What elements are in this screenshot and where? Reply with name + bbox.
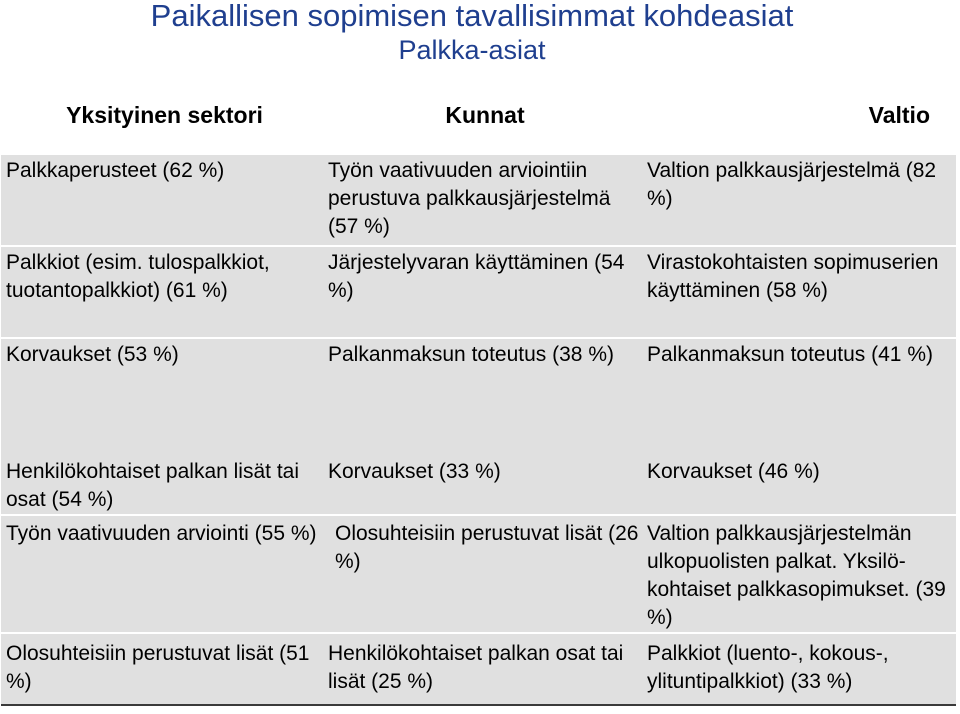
column-header-state: Valtio [642,93,956,152]
table-cell: Palkkiot (esim. tulospalkkiot, tuotantopalkkiot) (61 %) [1,246,323,338]
column-header-private: Yksityinen sektori [1,93,323,152]
table-cell: Palkkiot (luento-, kokous-, ylituntipalkkiot) (33 %) [642,633,956,705]
table-cell: Henkilökohtaiset palkan lisät tai osat (54 %) [1,456,323,515]
page-subtitle: Palkka-asiat [398,35,546,65]
table-cell: Palkanmaksun toteutus (38 %) [323,338,642,456]
table-cell: Palkanmaksun toteutus (41 %) [642,338,956,456]
table-cell: Valtion palkkausjärjestelmän ulkopuolisten palkat. Yksilö-kohtaiset palkkasopimukset. (39 %) [642,515,956,633]
table-row [1,515,956,633]
table-cell: Korvaukset (53 %) [1,338,323,456]
table-cell: Työn vaativuuden arviointi (55 %) [1,515,323,633]
table-cell: Henkilökohtaiset palkan osat tai lisät (25 %) [323,633,642,705]
table-row [1,456,956,515]
table-row [1,338,956,456]
table-cell: Järjestelyvaran käyttäminen (54 %) [323,246,642,338]
table-cell: Olosuhteisiin perustuvat lisät (51 %) [1,633,323,705]
table-cell: Korvaukset (33 %) [323,456,642,515]
table-cell: Olosuhteisiin perustuvat lisät (26 %) [323,515,642,633]
table-cell: Työn vaativuuden arviointiin perustuva palkkausjärjestelmä (57 %) [323,152,642,246]
table-row [1,246,956,338]
table-cell: Valtion palkkausjärjestelmä (82 %) [642,152,956,246]
table-cell: Korvaukset (46 %) [642,456,956,515]
table-row [1,152,956,246]
page-title: Paikallisen sopimisen tavallisimmat kohdeasiat [150,0,794,33]
comparison-table [1,93,956,706]
table-row [1,633,956,705]
table-cell: Virastokohtaisten sopimuserien käyttäminen (58 %) [642,246,956,338]
table-cell: Palkkaperusteet (62 %) [1,152,323,246]
table-header-row [1,93,956,152]
column-header-municipalities: Kunnat [323,93,642,152]
